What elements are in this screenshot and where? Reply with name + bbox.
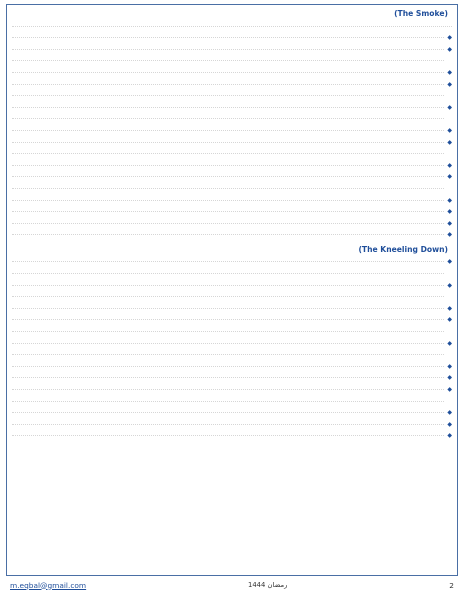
text-line: [12, 44, 444, 56]
section-2-english-name: (The Kneeling Down): [358, 244, 448, 254]
text-line: [12, 67, 444, 79]
text-line: [12, 206, 444, 218]
page-number: 2: [449, 580, 454, 590]
footer-email-link[interactable]: m.eqbal@gmail.com: [10, 580, 87, 590]
bullet-item: [12, 218, 452, 230]
bullet-item: [12, 338, 452, 361]
text-line: [12, 125, 444, 137]
text-line: [12, 102, 444, 114]
text-line: [12, 256, 444, 268]
bullet-item: [12, 102, 452, 125]
section-2-bullets: [12, 256, 452, 442]
text-line: [12, 79, 444, 91]
text-line: [12, 113, 444, 125]
bullet-item: [12, 256, 452, 279]
bullet-item: [12, 195, 452, 207]
section-1-english-name: (The Smoke): [394, 9, 448, 18]
page-footer: [10, 578, 454, 592]
text-line: [12, 349, 444, 361]
page-content: [12, 8, 452, 568]
text-line: [12, 291, 444, 303]
text-line: [12, 195, 444, 207]
footer-date: رمضان 1444: [248, 581, 288, 589]
text-line: [12, 148, 444, 160]
bullet-item: [12, 137, 452, 160]
bullet-item: [12, 171, 452, 194]
bullet-item: [12, 67, 452, 79]
bullet-item: [12, 280, 452, 303]
bullet-item: [12, 314, 452, 337]
bullet-item: [12, 419, 452, 431]
bullet-item: [12, 44, 452, 67]
text-line: [12, 407, 444, 419]
text-line: [12, 90, 444, 102]
text-line: [12, 55, 444, 67]
section-2-heading: [12, 244, 452, 256]
text-line: [12, 314, 444, 326]
bullet-item: [12, 125, 452, 137]
text-line: [12, 32, 444, 44]
bullet-item: [12, 430, 452, 442]
bullet-item: [12, 160, 452, 172]
bullet-item: [12, 229, 452, 241]
bullet-item: [12, 407, 452, 419]
text-line: [12, 419, 444, 431]
bullet-item: [12, 361, 452, 373]
text-line: [12, 229, 444, 241]
bullet-item: [12, 79, 452, 102]
text-line: [12, 218, 444, 230]
text-line: [12, 137, 444, 149]
text-line: [12, 160, 444, 172]
text-line: [12, 303, 444, 315]
text-line: [12, 430, 444, 442]
text-line: [12, 372, 444, 384]
bullet-item: [12, 303, 452, 315]
text-line: [12, 361, 444, 373]
text-line: [12, 384, 444, 396]
bullet-item: [12, 206, 452, 218]
section-1-bullets: [12, 32, 452, 241]
section-1-heading: [12, 8, 452, 20]
text-line: [12, 183, 444, 195]
text-line: [12, 396, 444, 408]
text-line: [12, 326, 444, 338]
text-line: [12, 280, 444, 292]
text-line: [12, 171, 444, 183]
bullet-item: [12, 384, 452, 407]
bullet-item: [12, 372, 452, 384]
text-line: [12, 268, 444, 280]
bullet-item: [12, 32, 452, 44]
text-line: [12, 21, 452, 33]
text-line: [12, 338, 444, 350]
